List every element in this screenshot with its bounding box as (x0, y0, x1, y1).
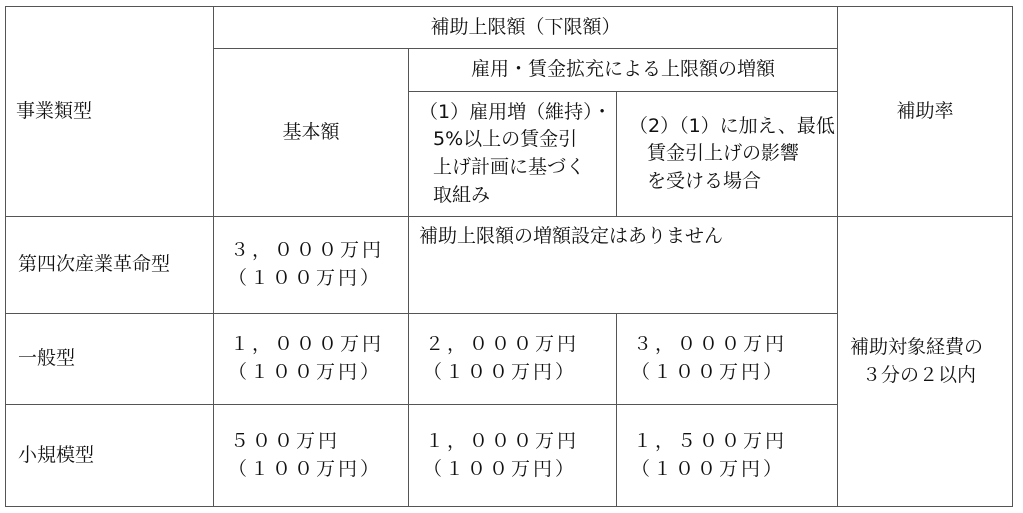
row-type-small: 小規模型 (6, 405, 214, 507)
inc1-amount: ２，０００万円 (425, 333, 580, 356)
header-row-1 (6, 7, 1013, 49)
base-min: （１００万円） (228, 457, 383, 480)
row-inc2-general (617, 314, 838, 405)
row-base-industry40 (214, 217, 409, 314)
row-type-industry40: 第四次産業革命型 (6, 217, 214, 314)
header-increase-2-line-1: （2）（1）に加え、最低 (629, 114, 835, 137)
inc2-amount: ３，０００万円 (633, 333, 788, 356)
header-rate: 補助率 (838, 7, 1013, 217)
row-base-general (214, 314, 409, 405)
header-category: 事業類型 (6, 7, 214, 217)
row-inc2-small (617, 405, 838, 507)
row-inc1-small (409, 405, 617, 507)
inc2-min: （１００万円） (631, 361, 786, 383)
table-row-industry40 (6, 217, 1013, 314)
inc2-amount: １，５００万円 (633, 429, 788, 452)
inc1-min: （１００万円） (423, 361, 578, 383)
header-increase-group: 雇用・賃金拡充による上限額の増額 (409, 49, 838, 92)
row-base-small (214, 405, 409, 507)
header-increase-2-line-3: を受ける場合 (647, 169, 762, 192)
no-increase-note: 補助上限額の増額設定はありません (409, 217, 838, 314)
inc2-min: （１００万円） (631, 457, 786, 480)
header-increase-1-line-4: 取組み (433, 183, 491, 206)
base-amount: １，０００万円 (230, 333, 385, 356)
row-type-general: 一般型 (6, 314, 214, 405)
rate-line-1: 補助対象経費の (850, 335, 984, 358)
rate-line-2: ３分の２以内 (862, 363, 977, 386)
base-min: （１００万円） (228, 267, 383, 289)
base-amount: ３，０００万円 (230, 239, 385, 262)
base-min: （１００万円） (228, 361, 383, 383)
row-inc1-general (409, 314, 617, 405)
header-increase-2-line-2: 賃金引上げの影響 (647, 142, 800, 165)
header-increase-1-line-3: 上げ計画に基づく (433, 156, 586, 178)
base-amount: ５００万円 (230, 429, 341, 452)
header-increase-2 (617, 92, 838, 217)
header-base: 基本額 (214, 49, 409, 217)
header-cap-group: 補助上限額（下限額） (214, 7, 838, 49)
rate-cell (838, 217, 1013, 507)
header-increase-1 (409, 92, 617, 217)
inc1-amount: １，０００万円 (425, 429, 580, 452)
header-increase-1-line-2: 5%以上の賃金引 (433, 128, 578, 151)
header-increase-1-line-1: （1）雇用増（維持）・ (419, 100, 612, 123)
subsidy-table (5, 6, 1013, 507)
inc1-min: （１００万円） (423, 457, 578, 480)
